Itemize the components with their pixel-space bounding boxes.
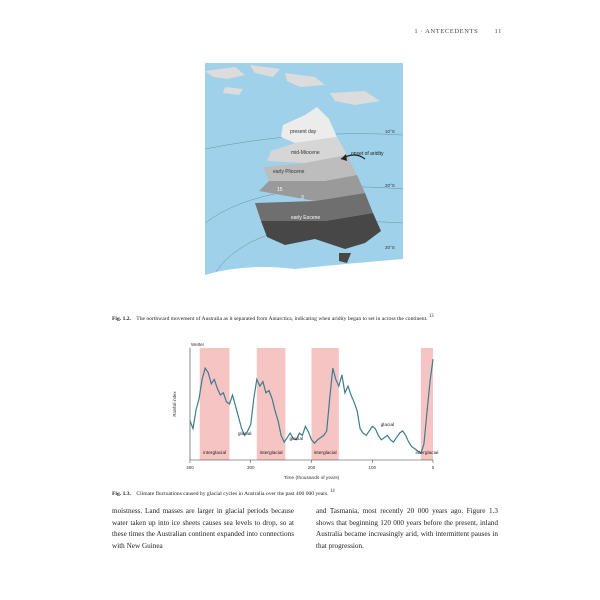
figure-caption bbox=[112, 313, 502, 323]
glacial-label: glacial bbox=[289, 437, 304, 442]
y-top-label: Wetter bbox=[191, 342, 205, 347]
x-tick-label: 100 bbox=[368, 465, 377, 470]
map-figure bbox=[205, 63, 403, 308]
caption-label: Fig. 1.3. bbox=[112, 490, 131, 497]
x-tick-label: 400 bbox=[186, 465, 194, 470]
interglacial-label: interglacial bbox=[203, 451, 227, 456]
label-early-pliocene: early Pliocene bbox=[273, 169, 305, 175]
label-early-eocene: early Eocene bbox=[291, 215, 321, 221]
running-head bbox=[414, 28, 502, 35]
chart-svg bbox=[168, 338, 443, 483]
latitude-label: 10°S bbox=[385, 129, 395, 134]
interglacial-band bbox=[200, 348, 230, 460]
x-tick-label: 0 bbox=[431, 465, 435, 470]
caption-text: Climate fluctuations caused by glacial cycles in Australia over the past 400 000 years. bbox=[136, 490, 329, 497]
label-segment: 15 bbox=[277, 187, 283, 193]
climate-chart bbox=[168, 338, 443, 483]
glacial-label: glacial bbox=[237, 432, 252, 437]
running-head-title: 1 · ANTECEDENTS bbox=[414, 28, 479, 35]
interglacial-band bbox=[257, 348, 286, 460]
body-column-left: moistness. Land masses are larger in glacial periods because water taken up into ice sheets causes sea levels to drop, so at these times the Australian continent expanded into connections with New Guinea bbox=[112, 507, 294, 550]
latitude-label: 30°S bbox=[385, 245, 395, 250]
label-present-day: present day bbox=[290, 129, 317, 135]
x-tick-label: 200 bbox=[307, 465, 316, 470]
interglacial-label: interglacial bbox=[415, 451, 439, 456]
x-axis-label: Time (thousands of years) bbox=[283, 476, 340, 481]
body-column-right: and Tasmania, most recently 20 000 years ago. Figure 1.3 shows that beginning 120 000 years before the present, inland Australia became increasingly arid, with intermittent pauses in that progression. bbox=[316, 507, 498, 550]
glacial-label: glacial bbox=[380, 423, 395, 428]
label-segment: 3 bbox=[301, 195, 304, 201]
caption-ref: 14 bbox=[330, 489, 335, 494]
y-axis-label: Rainfall index bbox=[172, 391, 177, 417]
interglacial-label: interglacial bbox=[313, 451, 337, 456]
caption-label: Fig. 1.2. bbox=[112, 315, 131, 322]
map-svg bbox=[205, 63, 403, 308]
interglacial-label: interglacial bbox=[259, 451, 283, 456]
label-onset-aridity: onset of aridity bbox=[351, 151, 384, 157]
label-mid-miocene: mid-Miocene bbox=[291, 150, 320, 156]
interglacial-band bbox=[312, 348, 339, 460]
interglacial-band bbox=[421, 348, 433, 460]
page-number: 11 bbox=[494, 28, 502, 35]
x-tick-label: 300 bbox=[246, 465, 255, 470]
figure-caption bbox=[112, 488, 502, 498]
caption-ref: 13 bbox=[428, 314, 434, 319]
latitude-label: 20°S bbox=[385, 183, 395, 188]
caption-text: The northward movement of Australia as it separated from Antarctica, indicating when aridity began to set in across the continent. bbox=[136, 315, 428, 322]
